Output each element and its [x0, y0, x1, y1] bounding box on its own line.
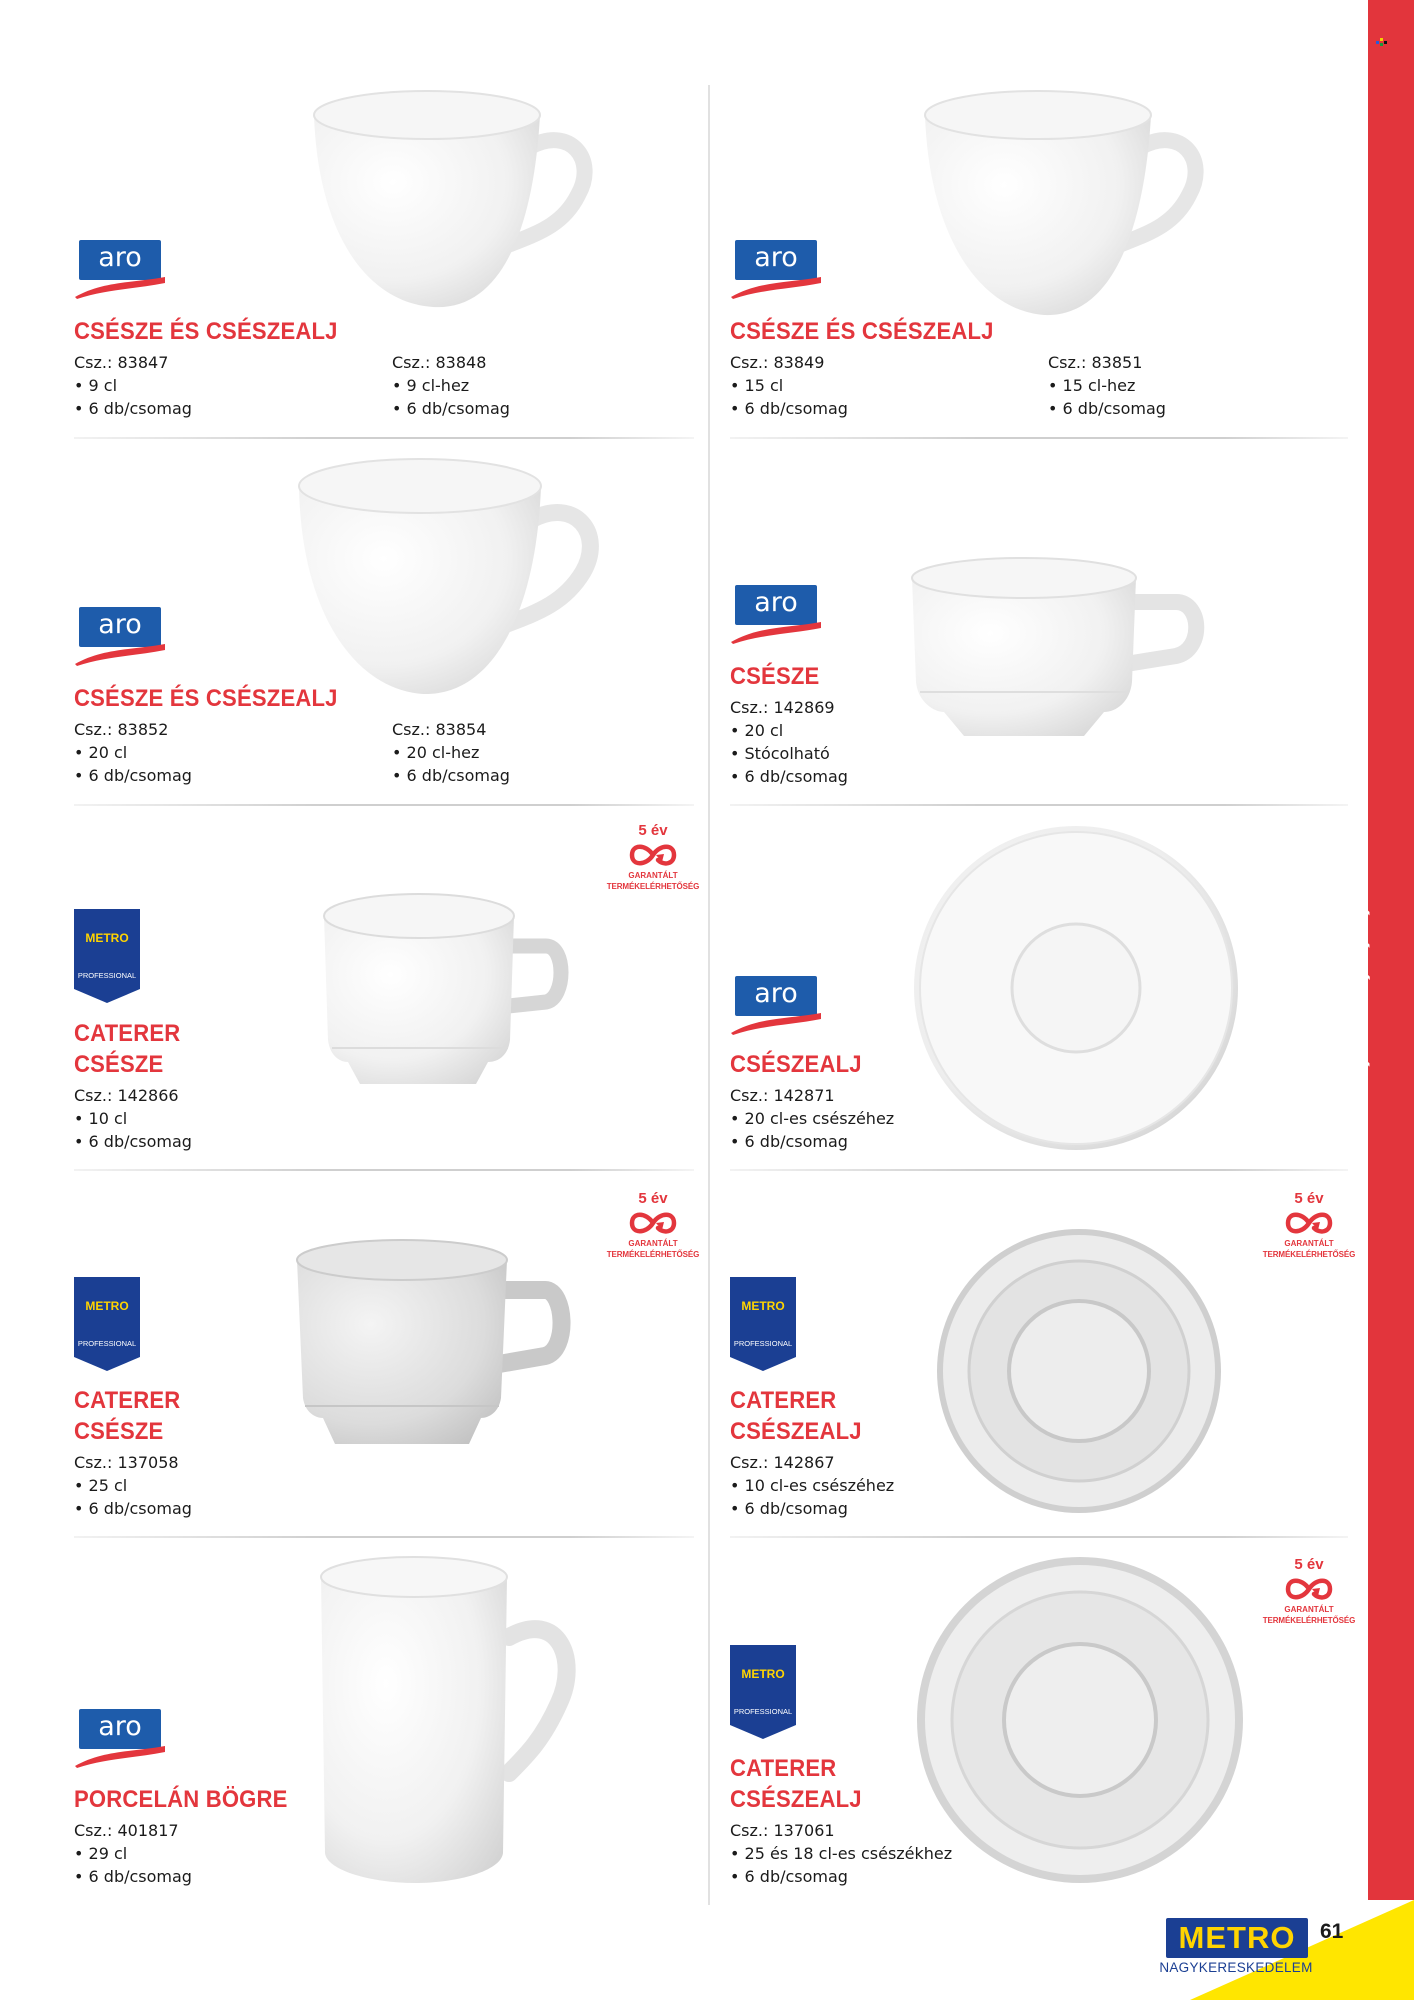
spec-line: • 15 cl [730, 376, 784, 395]
spec-line: • 20 cl-es csészéhez [730, 1109, 895, 1128]
aro-logo: aro [729, 976, 823, 1038]
spec-line: • 6 db/csomag [730, 767, 848, 786]
spec-line: • 6 db/csomag [74, 1867, 192, 1886]
stackable-cup-icon [293, 1230, 613, 1465]
metro-professional-logo: METRO PROFESSIONAL [730, 1277, 796, 1371]
spec-line: • 6 db/csomag [730, 1499, 848, 1518]
spec-line: • Stócolható [730, 744, 830, 763]
guarantee-badge: 5 év GARANTÁLT TERMÉKELÉRHETŐSÉG [1262, 1556, 1356, 1625]
product-card [724, 1180, 1364, 1520]
product-specs [730, 351, 848, 420]
item-number: Csz.: 83854 [392, 720, 487, 739]
product-card [68, 447, 708, 787]
product-specs [730, 1084, 894, 1153]
color-dots-icon [1376, 38, 1388, 48]
spec-line: • 6 db/csomag [392, 766, 510, 785]
row-divider [730, 804, 1348, 806]
page-number: 61 [1320, 1920, 1344, 1943]
item-number: Csz.: 401817 [74, 1821, 179, 1840]
infinity-icon [1282, 1574, 1336, 1604]
product-title: CATERER CSÉSZEALJ [730, 1387, 862, 1445]
item-number: Csz.: 83852 [74, 720, 169, 739]
product-title: CATERER CSÉSZEALJ [730, 1755, 862, 1813]
stackable-cup-icon [318, 884, 598, 1094]
cup-icon [919, 85, 1219, 325]
product-card [724, 1548, 1364, 1888]
product-specs-secondary [392, 351, 510, 420]
saucer-icon [936, 1228, 1226, 1518]
spec-line: • 6 db/csomag [730, 399, 848, 418]
product-title: CSÉSZE ÉS CSÉSZEALJ [74, 318, 338, 345]
aro-logo: aro [729, 585, 823, 647]
guarantee-badge: 5 év GARANTÁLT TERMÉKELÉRHETŐSÉG [1262, 1190, 1356, 1259]
spec-line: • 6 db/csomag [74, 1499, 192, 1518]
metro-logo: METRO [1166, 1918, 1308, 1958]
item-number: Csz.: 142871 [730, 1086, 835, 1105]
item-number: Csz.: 83848 [392, 353, 487, 372]
stackable-cup-icon [904, 552, 1224, 742]
item-number: Csz.: 83849 [730, 353, 825, 372]
product-card [68, 814, 708, 1154]
item-number: Csz.: 142867 [730, 1453, 835, 1472]
aro-logo: aro [73, 1709, 167, 1771]
product-title: CSÉSZE ÉS CSÉSZEALJ [74, 685, 338, 712]
spec-line: • 20 cl-hez [392, 743, 480, 762]
product-specs-secondary [392, 718, 510, 787]
product-card [724, 80, 1364, 420]
product-specs [74, 1819, 192, 1888]
aro-logo: aro [73, 240, 167, 302]
row-divider [74, 437, 694, 439]
spec-line: • 25 és 18 cl-es csészékhez [730, 1844, 953, 1863]
item-number: Csz.: 137061 [730, 1821, 835, 1840]
spec-line: • 6 db/csomag [730, 1132, 848, 1151]
cup-icon [293, 452, 613, 702]
spec-line: • 15 cl-hez [1048, 376, 1136, 395]
row-divider [730, 1169, 1348, 1171]
aro-logo: aro [73, 607, 167, 669]
row-divider [730, 1536, 1348, 1538]
product-card [68, 1180, 708, 1520]
row-divider [730, 437, 1348, 439]
spec-line: • 9 cl-hez [392, 376, 470, 395]
item-number: Csz.: 137058 [74, 1453, 179, 1472]
side-category-title: KÁVÉZÓ KELLÉKEKE [1342, 885, 1369, 1138]
product-title: CSÉSZE [730, 663, 820, 690]
product-title: CATERER CSÉSZE [74, 1020, 181, 1078]
item-number: Csz.: 142869 [730, 698, 835, 717]
spec-line: • 6 db/csomag [74, 1132, 192, 1151]
spec-line: • 10 cl [74, 1109, 128, 1128]
product-specs [730, 1819, 952, 1888]
spec-line: • 6 db/csomag [730, 1867, 848, 1886]
product-card [68, 1548, 708, 1888]
metro-professional-logo: METRO PROFESSIONAL [74, 909, 140, 1003]
row-divider [74, 1169, 694, 1171]
infinity-icon [626, 840, 680, 870]
product-card [724, 814, 1364, 1154]
spec-line: • 9 cl [74, 376, 118, 395]
product-specs [730, 696, 848, 788]
product-specs [74, 718, 192, 787]
product-specs [74, 1084, 192, 1153]
item-number: Csz.: 142866 [74, 1086, 179, 1105]
guarantee-badge: 5 év GARANTÁLT TERMÉKELÉRHETŐSÉG [606, 1190, 700, 1259]
product-title: CSÉSZE ÉS CSÉSZEALJ [730, 318, 994, 345]
product-card [724, 447, 1364, 787]
product-specs [74, 351, 192, 420]
cup-icon [308, 85, 608, 325]
spec-line: • 6 db/csomag [1048, 399, 1166, 418]
product-specs-secondary [1048, 351, 1166, 420]
spec-line: • 6 db/csomag [74, 399, 192, 418]
spec-line: • 10 cl-es csészéhez [730, 1476, 895, 1495]
product-title: PORCELÁN BÖGRE [74, 1786, 288, 1813]
product-title: CATERER CSÉSZE [74, 1387, 181, 1445]
metro-professional-logo: METRO PROFESSIONAL [730, 1645, 796, 1739]
spec-line: • 29 cl [74, 1844, 128, 1863]
metro-tagline: NAGYKERESKEDELEM [1159, 1960, 1313, 1975]
product-card [68, 80, 708, 420]
spec-line: • 6 db/csomag [392, 399, 510, 418]
infinity-icon [1282, 1208, 1336, 1238]
row-divider [74, 1536, 694, 1538]
product-specs [74, 1451, 192, 1520]
product-title: CSÉSZEALJ [730, 1051, 862, 1078]
row-divider [74, 804, 694, 806]
spec-line: • 25 cl [74, 1476, 128, 1495]
spec-line: • 6 db/csomag [74, 766, 192, 785]
spec-line: • 20 cl [730, 721, 784, 740]
aro-logo: aro [729, 240, 823, 302]
metro-professional-logo: METRO PROFESSIONAL [74, 1277, 140, 1371]
saucer-icon [914, 824, 1244, 1154]
saucer-icon [916, 1556, 1246, 1886]
column-divider [708, 85, 710, 1905]
spec-line: • 20 cl [74, 743, 128, 762]
guarantee-badge: 5 év GARANTÁLT TERMÉKELÉRHETŐSÉG [606, 822, 700, 891]
product-specs [730, 1451, 894, 1520]
item-number: Csz.: 83851 [1048, 353, 1143, 372]
mug-icon [313, 1553, 603, 1893]
infinity-icon [626, 1208, 680, 1238]
item-number: Csz.: 83847 [74, 353, 169, 372]
side-band [1368, 0, 1414, 1900]
